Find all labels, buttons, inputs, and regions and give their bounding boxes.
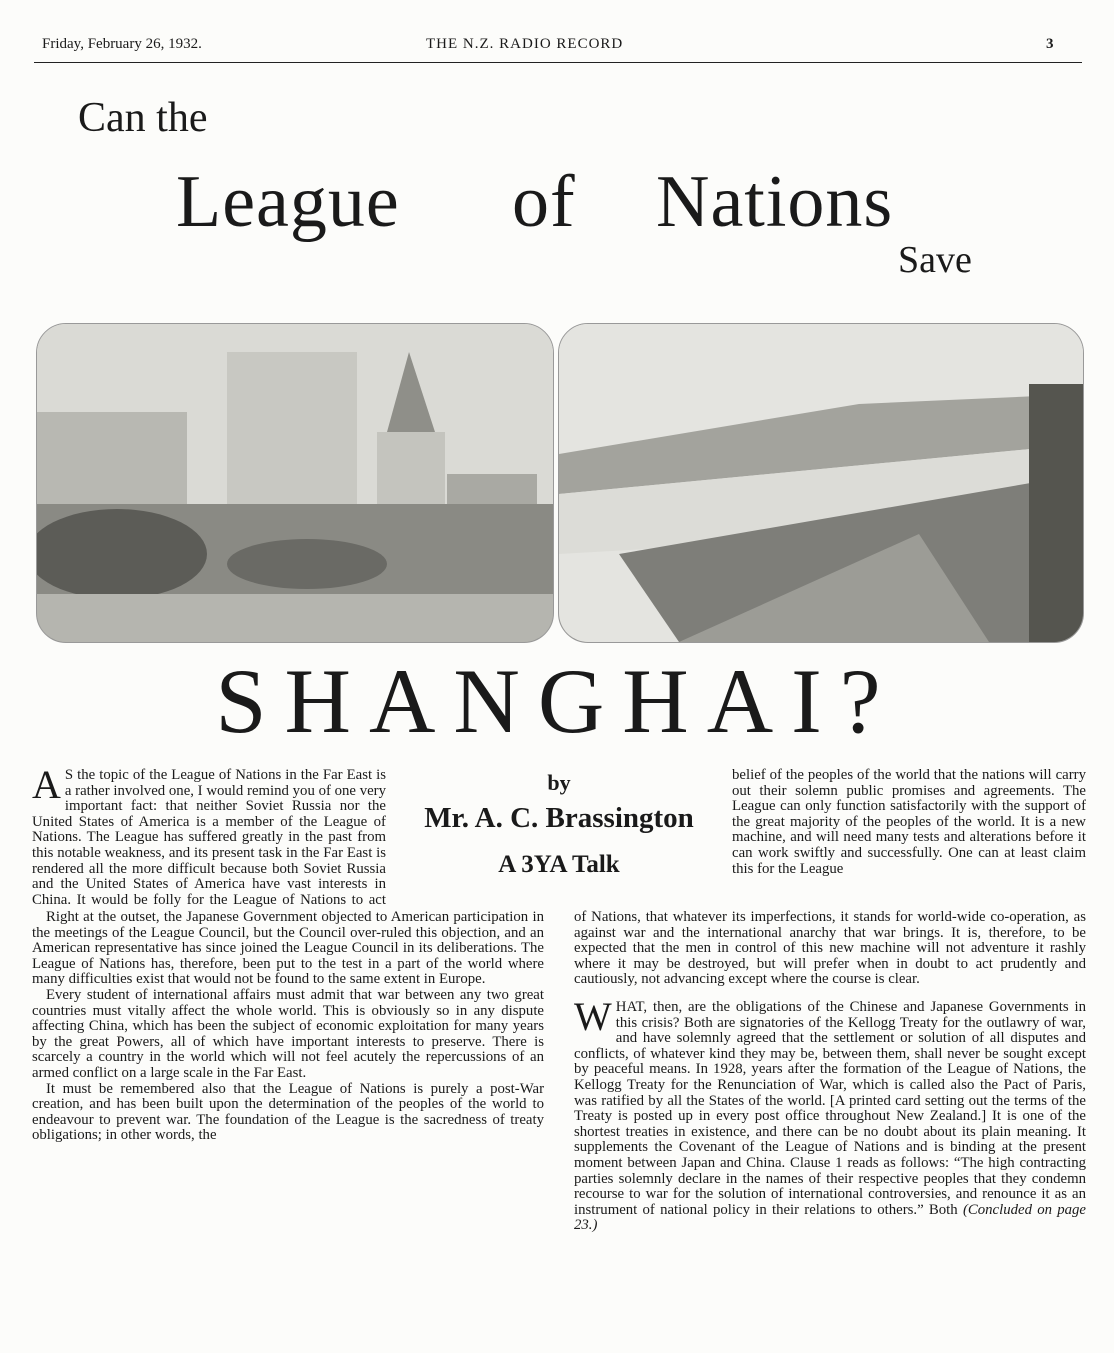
article-continuation-paragraph: of Nations, that whatever its imperfections, it stands for world-wide co-operation, as against war and the international anarchy that war brings. It is, therefore, to be expected that the men in control of this new machine will not adventure it rashly where it may be destroyed, but will prefer when in doubt to act prudently and cautiously, not advancing except where the course is clear. [574,910,1086,988]
article-obligations-paragraph: WHAT, then, are the obligations of the Chinese and Japanese Governments in this crisis? Both are signatories of the Kellogg Treaty for the outlawry of war, and have solemnly agreed that the settlement or solution of all disputes and conflicts, of whatever kind they may be, between them, shall never be sought except by peaceful means. In 1928, years after the formation of the League of Nations, the Kellogg Treaty for the Renunciation of War, which is called also the Pact of Paris, was ratified by all the States of the world. [A printed card setting out the terms of the Treaty is posted up in every post office throughout New Zealand.] It is one of the shortest treaties in existence, and there can be no doubt about its plain meaning. It supplements the Covenant of the League of Nations and is binding at the present moment between Japan and China. Clause 1 reads as follows: “The high contracting parties solemnly declare in the names of their respective peoples that they condemn recourse to war for the solution of international controversies, and renounce it as an instrument of national policy in their relations to others.” Both (Concluded on page 23.) [574,993,1086,1234]
headline-shanghai: SHANGHAI? [215,650,899,752]
article-column-1 [32,910,544,1330]
headline-of: of [512,161,576,243]
article-paragraph-3: Every student of international affairs must admit that war between any two great countries must vitally affect the whole world. This is obviously so in any dispute affecting China, which has been the subject of economic exploitation for many years by the great Powers, all of which have important interests to preserve. There is scarcely a country in the world which will not feel acutely the repercussions of an armed conflict on a large scale in the Far East. [32,986,544,1081]
article-column-1-top [32,768,386,908]
photo-shanghai-river [558,323,1084,643]
continued-note: (Concluded on page 23.) [574,1201,1086,1234]
headline-can-the: Can the [78,95,208,141]
byline-by: by [547,770,571,795]
headline-nations: Nations [656,161,894,243]
headline-league: League [176,161,400,243]
article-column-3-paragraph: belief of the peoples of the world that the nations will carry out their solemn public promises and agreements. The League can only function satisfactorily with the support of the great majority of the peoples of the world. It is a new machine, and will need many tests and alterations before it can work swiftly and successfully. One can at least claim this for the League [732,768,1086,877]
article-column-3-top [732,768,1086,908]
headline-save: Save [898,239,972,281]
article-paragraph-2: Right at the outset, the Japanese Government objected to American participation in the meetings of the League Council, but the Council over-ruled this objection, and an American representative has since joined the League Council in its deliberations. The League of Nations has, therefore, been put to the test in a part of the world where many difficulties exist that would not be found to the same extent in Europe. [32,910,544,988]
issue-date: Friday, February 26, 1932. [42,36,202,52]
page-number: 3 [1046,36,1054,52]
river-waterfront-illustration [559,324,1083,642]
article-paragraph-4: It must be remembered also that the League of Nations is purely a post-War creation, and has been built upon the determination of the peoples of the world to endeavour to prevent war. The foundation of the League is the sacredness of treaty obligations; in other words, the [32,1080,544,1144]
publication-title: THE N.Z. RADIO RECORD [426,36,624,52]
byline-author: Mr. A. C. Brassington [424,802,694,834]
article-lead-paragraph: A S the topic of the League of Nations in the Far East is a rather involved one, I would remind you of one very important fact: that neither Soviet Russia nor the United States of America is a member of the League of Nations. The League has suffered greatly in the past from this notable weakness, and its present task in the Far East is rendered all the more difficult because both Soviet Russia and the United States of America have vast interests in China. It would be folly for the League of Nations to act [32,768,386,908]
bund-buildings-illustration [37,324,553,642]
header-rule [34,62,1082,63]
drop-cap-a: A [32,768,61,807]
byline [396,770,722,879]
byline-talk: A 3YA Talk [498,851,620,878]
photo-shanghai-bund [36,323,554,643]
article-column-2 [574,910,1086,1330]
drop-cap-w: W [574,993,612,1039]
